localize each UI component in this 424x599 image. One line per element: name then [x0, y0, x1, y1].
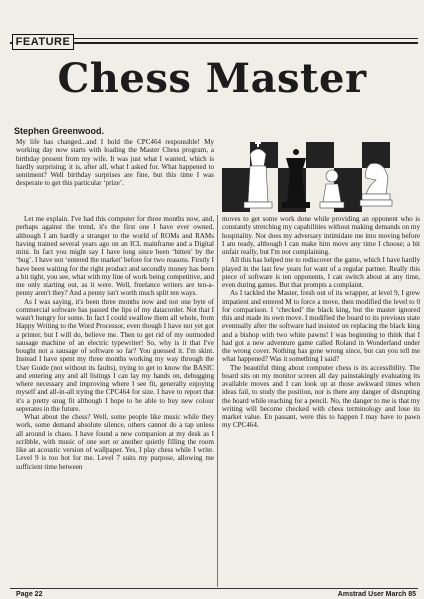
- header-rule-thin: [74, 38, 418, 39]
- footer-rule: [10, 588, 418, 589]
- intro-paragraph: My life has changed...and I hold the CPC464 responsible! My working day now starts with loading the Master Chess program, a birthday present from my wife. It was just what I wanted, which is hardly surprising; it is, after all, what I asked for. What happened to sentiment? Well birthday surprises are fine, but this time I was desperate to get this particular ‘prize’.: [16, 138, 214, 188]
- right-column: [222, 215, 420, 585]
- left-paragraph-2: As I was saying, it's been three months now and not one byte of commercial software has passed the lips of my datacorder. Not that I wasn't hungry for some. In fact I could swallow them all whole, from Happy Writing to the Word Processor, even though I have not yet got a printer, but I will do, believe me. Then to get rid of my outmoded sausage machine of an electric typewriter! So, why is it that I've bought not a sausage of software so far? You guessed it. I'm skint. Instead I have spent my three months working my way through the User Guide (not without its faults), trying to get to know the BASIC and entering any and all listings I can lay my hands on, debugging where necessary and improving where I see fit, generally enjoying myself and all-in-all trying the CPC464 for size. I have to report that it's a pretty snug fit although I hope to be able to buy new colour seperates in the future.: [16, 297, 214, 413]
- section-label: FEATURE: [12, 34, 74, 50]
- left-paragraph-1: Let me explain. I've had this computer for three months now, and, perhaps against the trend, it's the first one I have ever owned, although I am hardly a stranger to the world of ROMs and RAMs having trained several years ago on an ICL mainframe and a Digital mini. In fact you might say I have long since been ‘bitten’ by the ‘bug’. I have not ‘entered the market’ before for two reasons. Firstly I have been waiting for the right product and secondly money has been a bit tight, you see, what with my line of work being competitive, and me only starting out, as it were. Well, freelance writers are ten-a-penny aren't they? And a penny isn't worth much split ten ways.: [16, 215, 214, 298]
- article-byline: Stephen Greenwood.: [14, 126, 105, 136]
- article-title: Chess Master: [57, 55, 367, 102]
- left-paragraph-3: What about the chess? Well, some people like music while they work, some demand absolute silence, others cannot do a tap unless all around is chaos. I have found a new companion at my desk as I scribble, with music of one sort or another quietly filling the room like an acoustic version of wallpaper. Yes, I play chess while I write. Level 9 is too hot for me. Level 7 suits my purpose, allowing me sufficient time between: [16, 413, 214, 471]
- chess-pieces-illustration: [220, 134, 420, 212]
- left-column: [16, 215, 214, 585]
- column-divider: [217, 215, 218, 587]
- right-paragraph-2: All this has helped me to rediscover the game, which I have hardly played in the last few years for want of a regular partner. Really this piece of software is ten opponents, I can switch about at any time, even during games. But that prompts a complaint.: [222, 256, 420, 289]
- issue-label: Amstrad User March 85: [337, 591, 416, 598]
- intro-column: [16, 138, 214, 214]
- right-paragraph-1: moves to get some work done while providing an opponent who is constantly stretching my capabilities without making demands on my hospitality. Nor does my adversary intimidate me into moving before I am ready, although I can make him move any time I choose; a bit unfair really, but I'm not complaining.: [222, 215, 420, 256]
- page-number: Page 22: [16, 591, 43, 598]
- right-paragraph-4: The beautiful thing about computer chess is its accessibility. The board sits on my monitor screen all day painstakingly evaluating its available moves and I can look up at those awkward times when ideas fail, to study the position, nor is there any danger of disrupting the board while reaching for a pencil. No, the danger to me is that my writing will become checked with chess terminology and lose its market value. En passant, were this to happen I may have to pawn my CPC464.: [222, 363, 420, 430]
- right-paragraph-3: As I tackled the Master, fresh out of its wrapper, at level 9, I grew impatient and entered M to force a move, then modified the level to 0 for comparison. I ‘checked’ the black king, but the master ignored this and made its own move. I modified the board to its previous state eventually after the software had insisted on replacing the black king and a bishop with two white pawns! I was beginning to think that I had got a new adventure game called Roland in Wonderland under the wrong cover. Nothing has gone wrong since, but can you tell me what happened? Was it something I said?: [222, 289, 420, 364]
